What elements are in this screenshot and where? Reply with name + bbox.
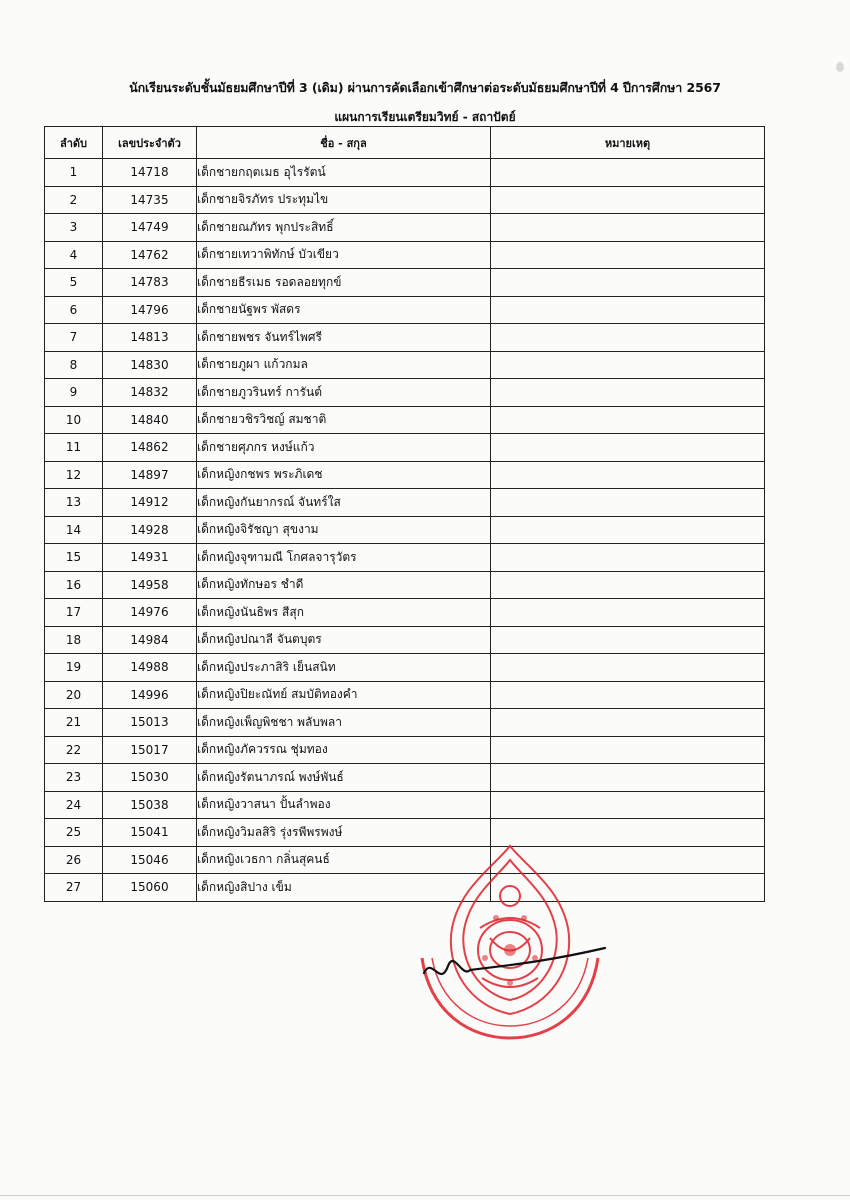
row-remark-cell	[491, 709, 765, 737]
row-order-cell: 10	[45, 406, 103, 434]
row-name-cell: เด็กหญิงปิยะณัทย์ สมบัติทองคำ	[197, 681, 491, 709]
row-name-cell: เด็กชายกฤตเมธ อุไรรัตน์	[197, 159, 491, 187]
row-order-cell: 2	[45, 186, 103, 214]
row-name-cell: เด็กชายวชิรวิชญ์ สมชาติ	[197, 406, 491, 434]
table-row	[45, 874, 765, 902]
row-remark-cell	[491, 764, 765, 792]
row-order-cell: 25	[45, 819, 103, 847]
row-student-id-cell: 14897	[103, 461, 197, 489]
row-name-cell: เด็กชายนัฐพร พัสดร	[197, 296, 491, 324]
row-student-id-cell: 15041	[103, 819, 197, 847]
row-student-id-cell: 14976	[103, 599, 197, 627]
row-order-cell: 17	[45, 599, 103, 627]
table-row	[45, 406, 765, 434]
row-student-id-cell: 14840	[103, 406, 197, 434]
row-remark-cell	[491, 489, 765, 517]
row-order-cell: 13	[45, 489, 103, 517]
school-seal-stamp	[410, 838, 610, 1048]
row-name-cell: เด็กหญิงปณาลี จันตบุตร	[197, 626, 491, 654]
row-order-cell: 14	[45, 516, 103, 544]
row-student-id-cell: 14762	[103, 241, 197, 269]
row-order-cell: 19	[45, 654, 103, 682]
row-name-cell: เด็กชายภูวรินทร์ การันต์	[197, 379, 491, 407]
row-name-cell: เด็กชายจิรภัทร ประทุมไข	[197, 186, 491, 214]
row-name-cell: เด็กหญิงวิมลสิริ รุ่งรพีพรพงษ์	[197, 819, 491, 847]
row-remark-cell	[491, 296, 765, 324]
row-student-id-cell: 15013	[103, 709, 197, 737]
row-order-cell: 6	[45, 296, 103, 324]
row-student-id-cell: 14832	[103, 379, 197, 407]
row-name-cell: เด็กหญิงกันยากรณ์ จันทร์ใส	[197, 489, 491, 517]
row-order-cell: 12	[45, 461, 103, 489]
row-order-cell: 18	[45, 626, 103, 654]
row-student-id-cell: 15060	[103, 874, 197, 902]
row-name-cell: เด็กหญิงเพ็ญพิชชา พลับพลา	[197, 709, 491, 737]
row-remark-cell	[491, 544, 765, 572]
row-student-id-cell: 14862	[103, 434, 197, 462]
row-order-cell: 26	[45, 846, 103, 874]
row-remark-cell	[491, 654, 765, 682]
row-name-cell: เด็กหญิงวาสนา ปั้นลำพอง	[197, 791, 491, 819]
row-remark-cell	[491, 351, 765, 379]
row-order-cell: 5	[45, 269, 103, 297]
row-student-id-cell: 15046	[103, 846, 197, 874]
table-row	[45, 434, 765, 462]
row-student-id-cell: 14813	[103, 324, 197, 352]
table-row	[45, 544, 765, 572]
row-remark-cell	[491, 269, 765, 297]
row-name-cell: เด็กชายเทวาพิทักษ์ บัวเขียว	[197, 241, 491, 269]
row-order-cell: 27	[45, 874, 103, 902]
row-student-id-cell: 14928	[103, 516, 197, 544]
row-student-id-cell: 15017	[103, 736, 197, 764]
row-name-cell: เด็กหญิงกชพร พระภิเดช	[197, 461, 491, 489]
row-remark-cell	[491, 186, 765, 214]
row-student-id-cell: 14718	[103, 159, 197, 187]
row-order-cell: 23	[45, 764, 103, 792]
row-name-cell: เด็กหญิงประภาสิริ เย็นสนิท	[197, 654, 491, 682]
page-subtitle: แผนการเรียนเตรียมวิทย์ - สถาปัตย์	[334, 110, 516, 124]
table-row	[45, 599, 765, 627]
row-student-id-cell: 14830	[103, 351, 197, 379]
row-remark-cell	[491, 379, 765, 407]
row-student-id-cell: 14958	[103, 571, 197, 599]
row-order-cell: 16	[45, 571, 103, 599]
row-name-cell: เด็กหญิงจิรัชญา สุขงาม	[197, 516, 491, 544]
table-row	[45, 681, 765, 709]
row-order-cell: 7	[45, 324, 103, 352]
student-table	[44, 126, 765, 902]
column-header-name: ชื่อ - สกุล	[197, 127, 491, 159]
table-row	[45, 186, 765, 214]
table-row	[45, 846, 765, 874]
row-order-cell: 3	[45, 214, 103, 242]
row-name-cell: เด็กหญิงเวธกา กลิ่นสุคนธ์	[197, 846, 491, 874]
table-header-row	[45, 127, 765, 159]
row-name-cell: เด็กหญิงสิปาง เข็ม	[197, 874, 491, 902]
row-name-cell: เด็กชายณภัทร พุกประสิทธิ์	[197, 214, 491, 242]
table-row	[45, 654, 765, 682]
row-remark-cell	[491, 791, 765, 819]
row-order-cell: 1	[45, 159, 103, 187]
table-row	[45, 379, 765, 407]
table-row	[45, 709, 765, 737]
row-student-id-cell: 14796	[103, 296, 197, 324]
row-remark-cell	[491, 241, 765, 269]
page-bottom-edge	[0, 1195, 850, 1196]
table-row	[45, 269, 765, 297]
table-row	[45, 489, 765, 517]
row-remark-cell	[491, 461, 765, 489]
row-student-id-cell: 14988	[103, 654, 197, 682]
row-remark-cell	[491, 599, 765, 627]
page-title: นักเรียนระดับชั้นมัธยมศึกษาปีที่ 3 (เดิม) ผ่านการคัดเลือกเข้าศึกษาต่อระดับมัธยมศึกษาปีที่ 4 ปีการศึกษา 2567	[129, 80, 721, 95]
table-row	[45, 819, 765, 847]
table-row	[45, 214, 765, 242]
table-row	[45, 516, 765, 544]
table-row	[45, 351, 765, 379]
row-order-cell: 21	[45, 709, 103, 737]
table-row	[45, 571, 765, 599]
row-remark-cell	[491, 324, 765, 352]
row-remark-cell	[491, 736, 765, 764]
row-name-cell: เด็กหญิงภัควรรณ ชุ่มทอง	[197, 736, 491, 764]
row-name-cell: เด็กชายภูผา แก้วกมล	[197, 351, 491, 379]
table-body	[45, 159, 765, 902]
row-student-id-cell: 15038	[103, 791, 197, 819]
row-name-cell: เด็กชายธีรเมธ รอดลอยทุกข์	[197, 269, 491, 297]
row-remark-cell	[491, 214, 765, 242]
row-student-id-cell: 14984	[103, 626, 197, 654]
row-remark-cell	[491, 159, 765, 187]
row-name-cell: เด็กชายพชร จันทร์ไพศรี	[197, 324, 491, 352]
row-name-cell: เด็กหญิงนันธิพร สีสุก	[197, 599, 491, 627]
row-order-cell: 22	[45, 736, 103, 764]
table-row	[45, 296, 765, 324]
table-row	[45, 736, 765, 764]
row-student-id-cell: 14931	[103, 544, 197, 572]
row-student-id-cell: 14912	[103, 489, 197, 517]
table-row	[45, 764, 765, 792]
row-student-id-cell: 14996	[103, 681, 197, 709]
row-student-id-cell: 15030	[103, 764, 197, 792]
row-remark-cell	[491, 571, 765, 599]
row-name-cell: เด็กชายศุภกร หงษ์แก้ว	[197, 434, 491, 462]
column-header-remark: หมายเหตุ	[491, 127, 765, 159]
row-student-id-cell: 14783	[103, 269, 197, 297]
row-order-cell: 8	[45, 351, 103, 379]
row-order-cell: 15	[45, 544, 103, 572]
row-order-cell: 20	[45, 681, 103, 709]
row-remark-cell	[491, 681, 765, 709]
table-row	[45, 241, 765, 269]
row-order-cell: 24	[45, 791, 103, 819]
table-row	[45, 626, 765, 654]
row-name-cell: เด็กหญิงทักษอร ชำดี	[197, 571, 491, 599]
table-row	[45, 461, 765, 489]
row-student-id-cell: 14749	[103, 214, 197, 242]
row-remark-cell	[491, 516, 765, 544]
table-row	[45, 324, 765, 352]
column-header-order: ลำดับ	[45, 127, 103, 159]
row-remark-cell	[491, 626, 765, 654]
table-row	[45, 159, 765, 187]
row-remark-cell	[491, 406, 765, 434]
row-order-cell: 4	[45, 241, 103, 269]
paper-spot	[836, 62, 844, 72]
row-name-cell: เด็กหญิงรัตนาภรณ์ พงษ์พันธ์	[197, 764, 491, 792]
row-name-cell: เด็กหญิงจุฑามณี โกศลจารุวัตร	[197, 544, 491, 572]
row-order-cell: 9	[45, 379, 103, 407]
column-header-student-id: เลขประจำตัว	[103, 127, 197, 159]
row-order-cell: 11	[45, 434, 103, 462]
table-row	[45, 791, 765, 819]
row-remark-cell	[491, 434, 765, 462]
row-student-id-cell: 14735	[103, 186, 197, 214]
